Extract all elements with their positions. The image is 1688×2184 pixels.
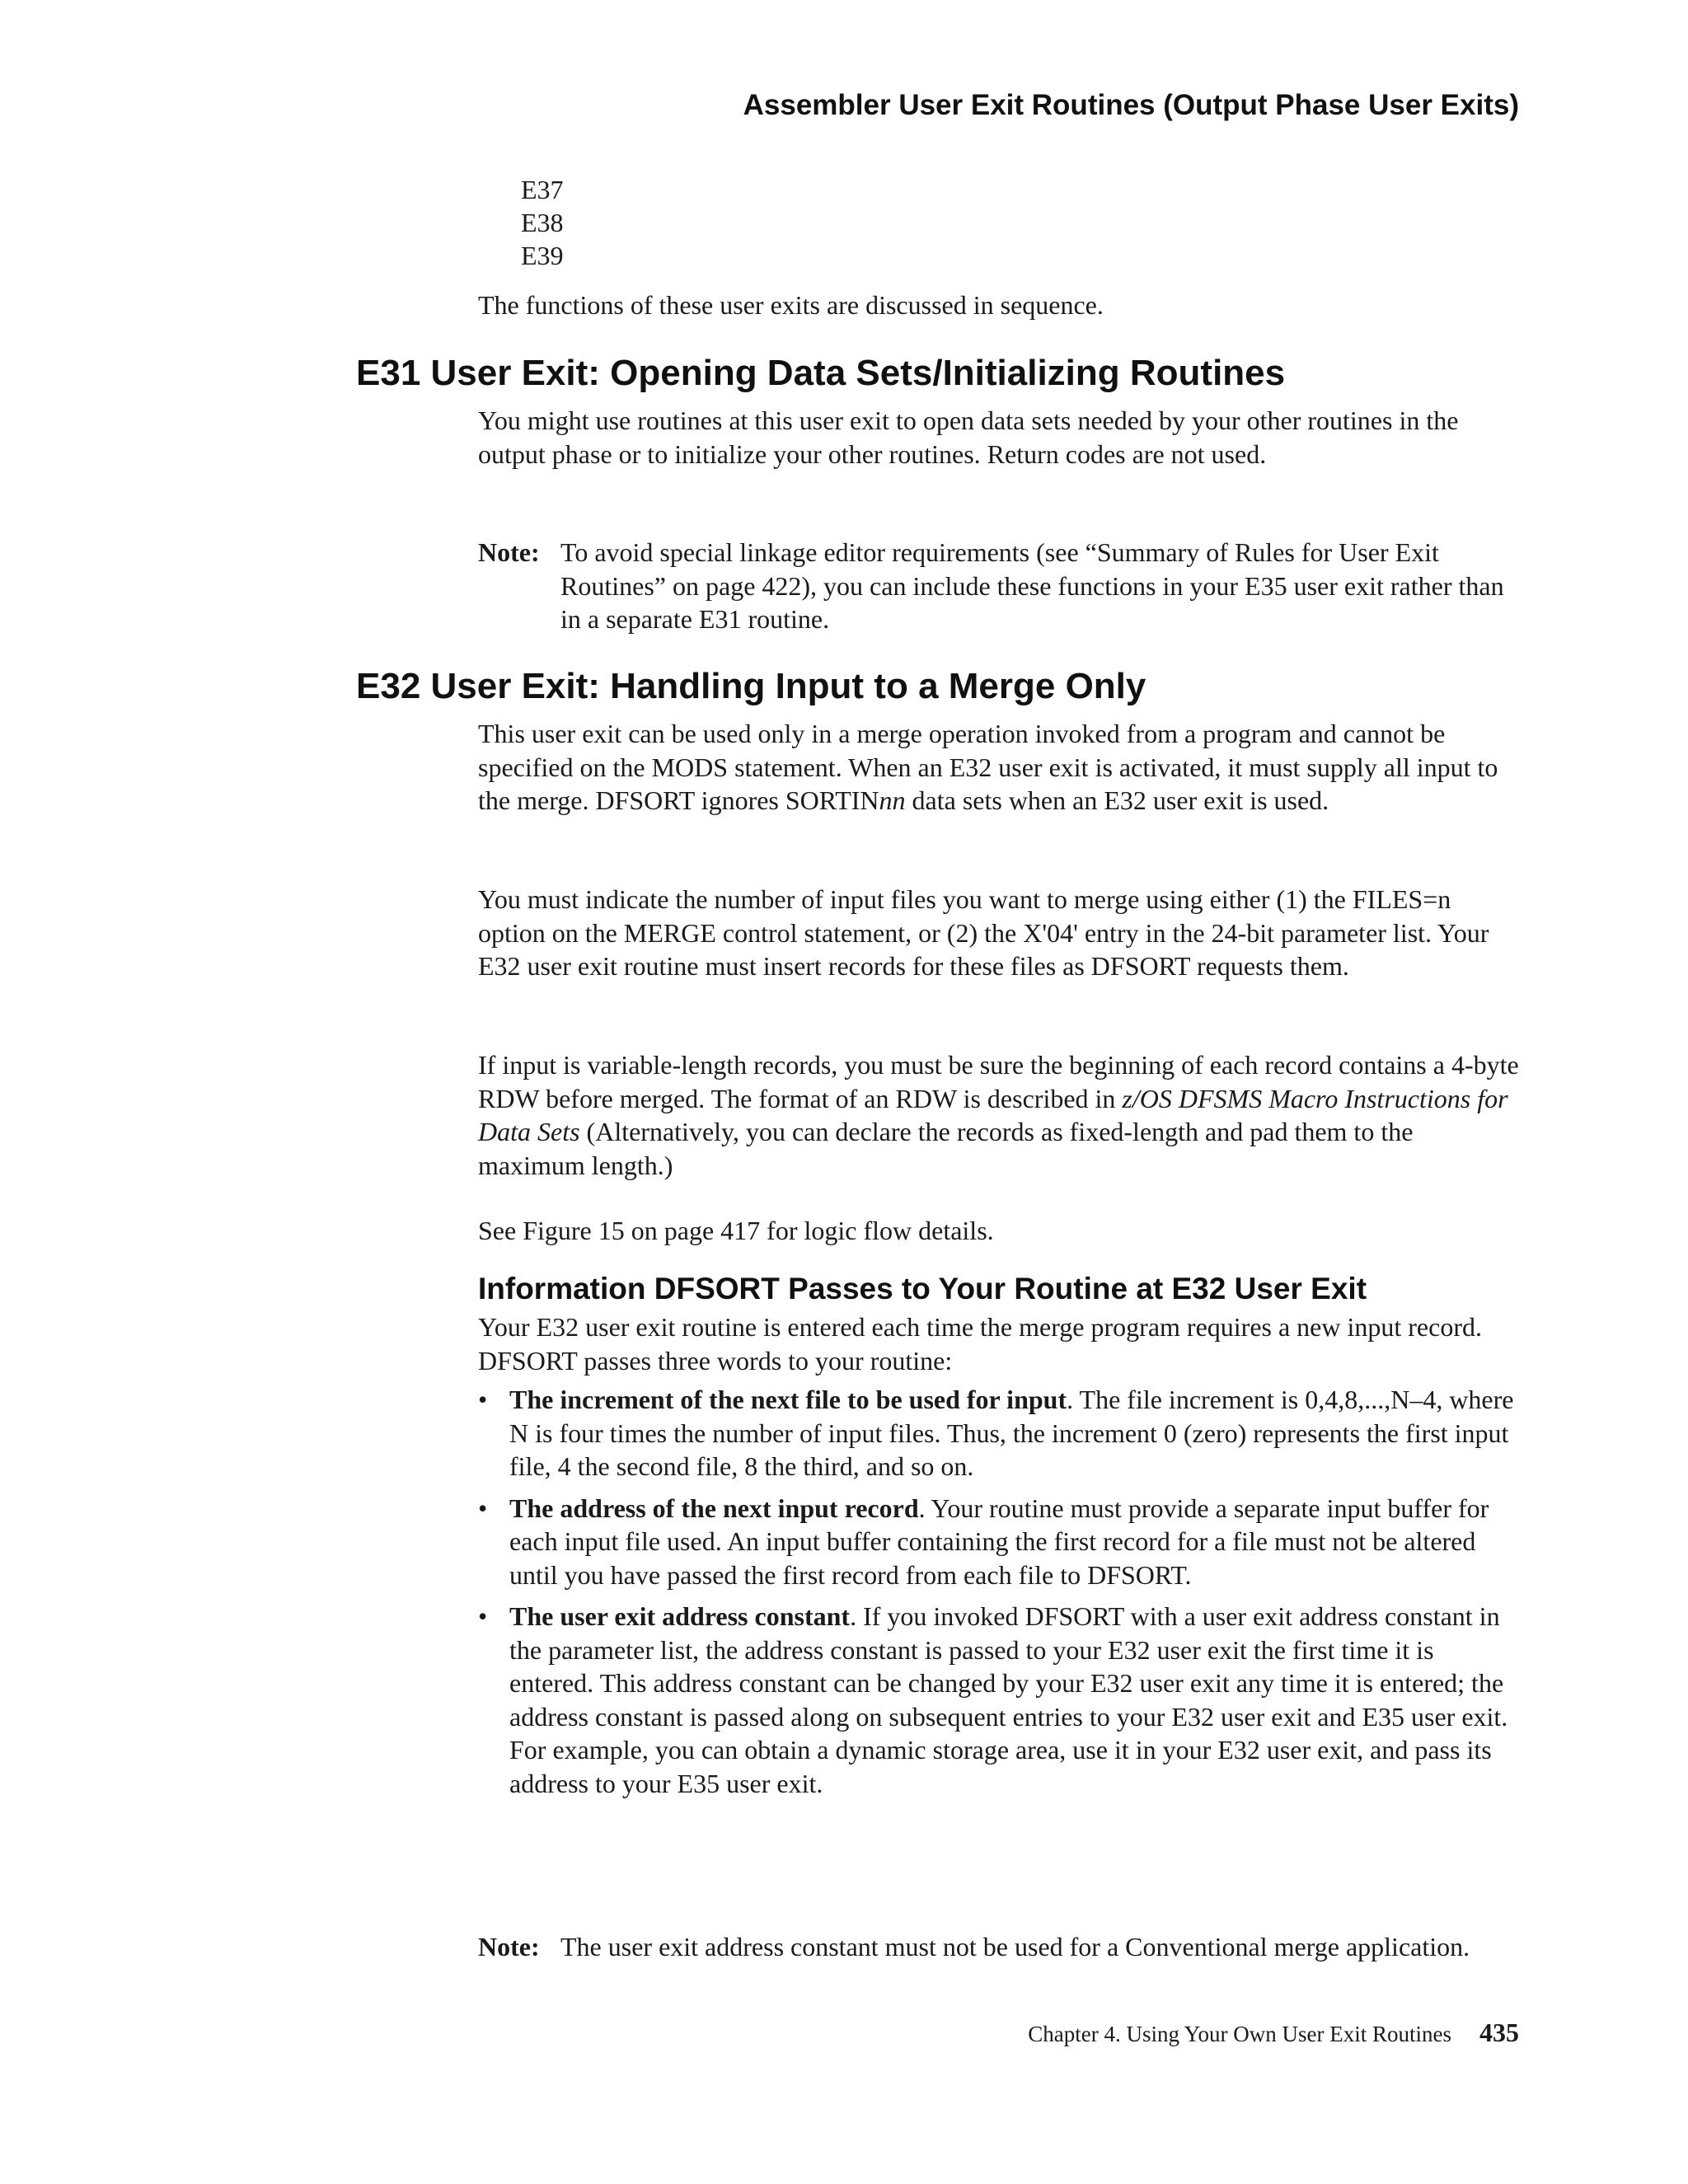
note-label: Note: — [478, 1932, 540, 1961]
info-paragraph: Your E32 user exit routine is entered each time the merge program requires a new input record. DFSORT passes three words to your routine: — [478, 1312, 1482, 1376]
e32-paragraph-3: If input is variable-length records, you must be sure the beginning of each record contains a 4-byte RDW before merged. The format of an RDW is described in z/OS DFSMS Macro Instructions for Data Sets (Alternatively, you can declare the records as fixed-length and pad them to the maximum length.) — [478, 1050, 1519, 1180]
info-heading: Information DFSORT Passes to Your Routine at E32 User Exit — [478, 1272, 1367, 1305]
exit-list — [521, 173, 564, 272]
e32-heading: E32 User Exit: Handling Input to a Merge Only — [356, 666, 1146, 706]
e32-paragraph-2: You must indicate the number of input files you want to merge using either (1) the FILES=n option on the MERGE control statement, or (2) the X'04' entry in the 24-bit parameter list. Your E32 user exit routine must insert records for these files as DFSORT requests them. — [478, 884, 1489, 981]
e31-heading: E31 User Exit: Opening Data Sets/Initializing Routines — [356, 353, 1286, 393]
running-header: Assembler User Exit Routines (Output Phase User Exits) — [743, 89, 1519, 121]
list-item: • The increment of the next file to be used for input. The file increment is 0,4,8,...,N–4, where N is four times the number of input files. Thus, the increment 0 (zero) represents the first input file, 4 the second file, 8 the third, and so on. — [478, 1385, 1514, 1481]
exit-list-item: E37 — [521, 175, 564, 204]
info-bullet-list — [478, 1383, 1521, 1808]
note-label: Note: — [478, 537, 540, 567]
list-item: • The user exit address constant. If you invoked DFSORT with a user exit address constant in the parameter list, the address constant is passed to your E32 user exit the first time it is entered. This address constant can be changed by your E32 user exit any time it is entered; the address constant is passed along on subsequent entries to your E32 user exit and E35 user exit. For example, you can obtain a dynamic storage area, use it in your E32 user exit, and pass its address to your E35 user exit. — [478, 1601, 1508, 1798]
exit-list-item: E39 — [521, 241, 564, 270]
note-text: The user exit address constant must not be used for a Conventional merge application. — [560, 1932, 1470, 1961]
info-note — [478, 1930, 1521, 1964]
page-number: 435 — [1479, 2018, 1519, 2047]
list-item: • The address of the next input record. Your routine must provide a separate input buffer for each input file used. An input buffer containing the first record for a file must not be altered until you have passed the first record from each file to DFSORT. — [478, 1493, 1489, 1590]
e32-paragraph-1: This user exit can be used only in a merge operation invoked from a program and cannot be specified on the MODS statement. When an E32 user exit is activated, it must supply all input to the merge. DFSORT ignores SORTINnn data sets when an E32 user exit is used. — [478, 719, 1498, 815]
e31-note — [478, 536, 1521, 636]
note-text: To avoid special linkage editor requirements (see “Summary of Rules for User Exit Routines” on page 422), you can include these functions in your E35 user exit rather than in a separate E31 routine. — [560, 537, 1504, 634]
intro-paragraph: The functions of these user exits are discussed in sequence. — [478, 290, 1104, 320]
footer-chapter: Chapter 4. Using Your Own User Exit Routines — [1028, 2022, 1451, 2046]
e31-paragraph: You might use routines at this user exit to open data sets needed by your other routines in the output phase or to initialize your other routines. Return codes are not used. — [478, 405, 1459, 469]
e32-paragraph-4: See Figure 15 on page 417 for logic flow details. — [478, 1216, 994, 1245]
exit-list-item: E38 — [521, 208, 564, 237]
page-footer — [1028, 2018, 1519, 2048]
